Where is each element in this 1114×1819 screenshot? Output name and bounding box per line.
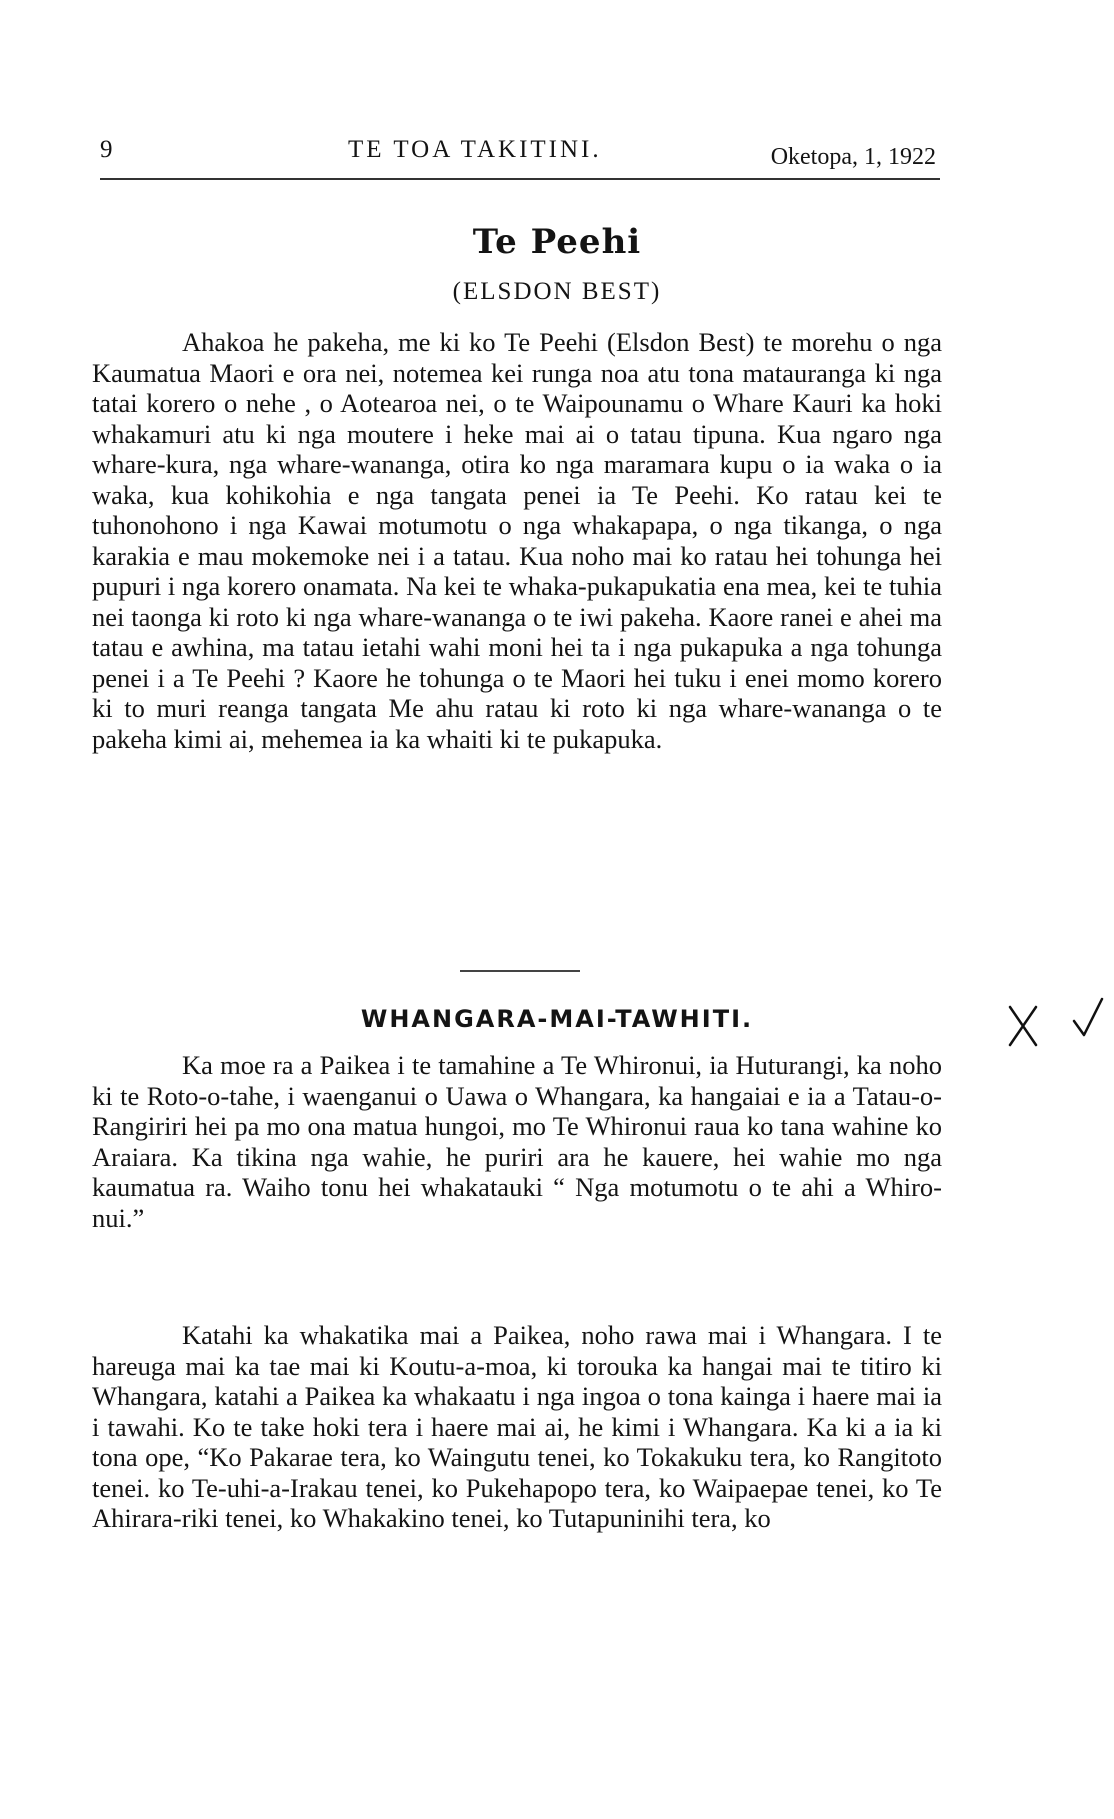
section-paragraph-1: Ka moe ra a Paikea i te tamahine a Te Whironui, ia Huturangi, ka noho ki te Roto-o-tahe, i waenganui o Uawa o Whangara, ka hangaiai e ia a Tatau-o-Rangiriri hei pa mo ona matua hungoi, mo Te Whironui raua ko tana wahine ko Araiara. Ka tikina nga wahie, he puriri ara he kauere, hei wahie mo nga kaumatua ra. Waiho tonu hei whakatauki “ Nga motumotu o te ahi a Whiro-nui.” [92,1050,942,1233]
running-title: TE TOA TAKITINI. [348,136,602,163]
section-heading: WHANGARA-MAI-TAWHITI. [360,1005,754,1033]
article-paragraph: Ahakoa he pakeha, me ki ko Te Peehi (Elsdon Best) te morehu o nga Kaumatua Maori e ora nei, notemea kei runga noa atu tona matauranga ki nga tatai korero o nehe , o Aotearoa nei, o te Waipounamu o Whare Kauri ka hoki whakamuri atu ki nga moutere i heke mai ai o tatau tipuna. Kua ngaro nga whare-kura, nga whare-wananga, otira ko nga maramara kupu o ia waka o ia waka, kua kohikohia e nga tangata penei ia Te Peehi. Ko ratau kei te tuhonohono i nga Kawai motumotu o nga whakapapa, o nga tikanga, o nga karakia e mau mokemoke nei i a tatau. Kua noho mai ko ratau hei tohunga hei pupuri i nga korero onamata. Na kei te whaka-pukapukatia ena mea, kei te tuhia nei taonga ki roto ki nga whare-wananga o te iwi pakeha. Kaore ranei e ahei ma tatau e awhina, ma tatau ietahi wahi moni hei ta i nga pukapuka a nga tohunga penei i a Te Peehi ? Kaore he tohunga o te Maori hei tuku i enei momo korero ki to muri reanga tangata Me ahu ratau ki roto ki nga whare-wananga o te pakeha kimi ai, mehemea ia ka whaiti ki te pukapuka. [92,327,942,754]
article-body [92,327,942,754]
article-title: Te Peehi [472,222,642,262]
page-number: 9 [100,136,113,163]
issue-date: Oketopa, 1, 1922 [770,144,936,170]
section-divider [460,970,580,972]
section-body-1 [92,1050,942,1233]
header-rule [100,178,940,180]
handwritten-margin-mark [1006,995,1106,1055]
section-body-2 [92,1320,942,1534]
page-header [100,136,940,176]
section-paragraph-2: Katahi ka whakatika mai a Paikea, noho rawa mai i Whangara. I te hareuga mai ka tae mai ki Koutu-a-moa, ki torouka ka hangai mai te titiro ki Whangara, katahi a Paikea ka whakaatu i nga ingoa o tona kainga i haere mai ia i tawahi. Ko te take hoki tera i haere mai ai, he kimi i Whangara. Ka ki a ia ki tona ope, “Ko Pakarae tera, ko Waingutu tenei, ko Tokakuku tera, ko Rangitoto tenei. ko Te-uhi-a-Irakau tenei, ko Pukehapopo tera, ko Waipaepae tenei, ko Te Ahirara-riki tenei, ko Whakakino tenei, ko Tutapuninihi tera, ko [92,1320,942,1533]
article-byline: (ELSDON BEST) [452,278,662,305]
